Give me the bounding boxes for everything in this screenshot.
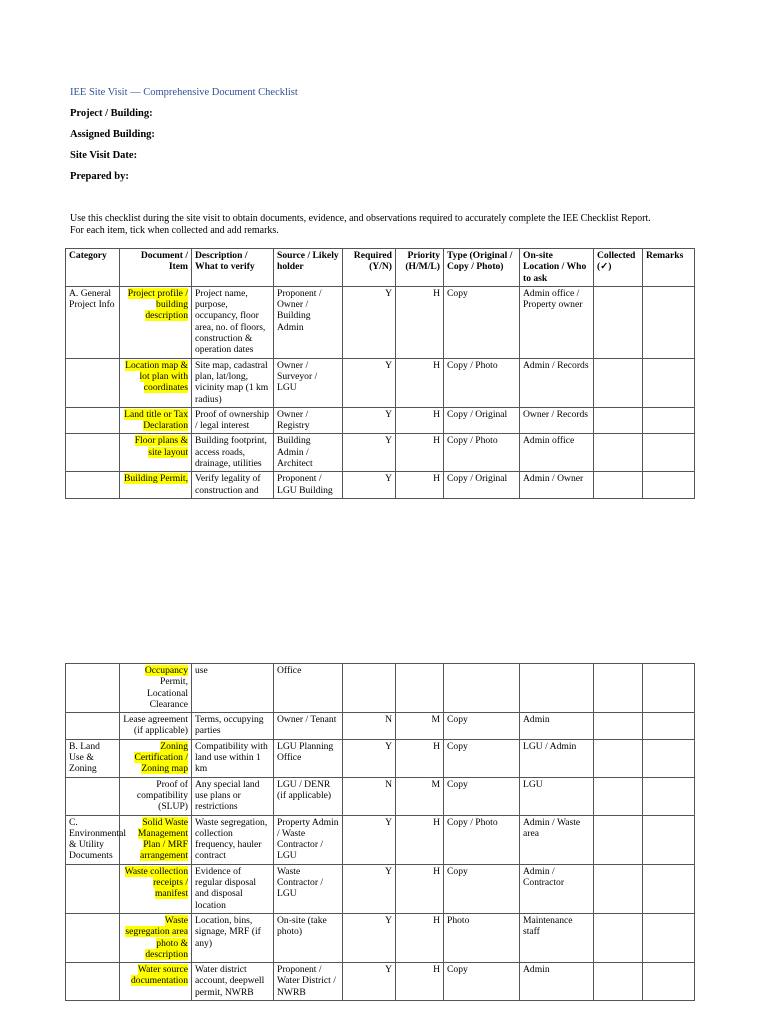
cell-required: N — [343, 713, 396, 740]
cell-category: B. Land Use & Zoning — [66, 739, 120, 777]
cell-remarks — [643, 713, 695, 740]
cell-source: Proponent / Owner / Building Admin — [274, 286, 343, 358]
cell-description: Any special land use plans or restrictions — [192, 777, 274, 815]
table-row — [66, 434, 695, 472]
document-title: IEE Site Visit — Comprehensive Document Checklist — [70, 87, 298, 98]
cell-description: Water district account, deepwell permit, NWRB — [192, 963, 274, 1001]
header-priority: Priority (H/M/L) — [396, 249, 444, 287]
cell-description: Proof of ownership / legal interest — [192, 407, 274, 434]
cell-source: Owner / Surveyor / LGU — [274, 358, 343, 407]
cell-description: Evidence of regular disposal and disposal location — [192, 864, 274, 913]
checklist-table-page2 — [65, 663, 695, 1001]
document-text: Project profile / building description — [127, 287, 188, 322]
cell-location: Admin / Records — [520, 358, 594, 407]
cell-source: LGU / DENR (if applicable) — [274, 777, 343, 815]
field-assigned-building: Assigned Building: — [70, 129, 155, 140]
cell-collected — [594, 713, 643, 740]
cell-priority: H — [396, 815, 444, 864]
cell-remarks — [643, 407, 695, 434]
cell-remarks — [643, 815, 695, 864]
cell-required: Y — [343, 739, 396, 777]
cell-category — [66, 472, 120, 499]
cell-remarks — [643, 358, 695, 407]
cell-remarks — [643, 777, 695, 815]
checklist-table-page1 — [65, 248, 695, 499]
cell-type: Copy / Photo — [444, 434, 520, 472]
cell-required: Y — [343, 913, 396, 962]
cell-location: LGU / Admin — [520, 739, 594, 777]
cell-type: Copy / Original — [444, 472, 520, 499]
table-row — [66, 407, 695, 434]
document-text: Permit, Locational Clearance — [146, 676, 188, 710]
header-description: Description / What to verify — [192, 249, 274, 287]
document-text: Floor plans & site layout — [134, 435, 188, 458]
table-row — [66, 739, 695, 777]
cell-document — [120, 815, 192, 864]
cell-source: Building Admin / Architect — [274, 434, 343, 472]
cell-remarks — [643, 864, 695, 913]
cell-location: Admin — [520, 963, 594, 1001]
cell-type: Copy — [444, 864, 520, 913]
cell-location: Admin office — [520, 434, 594, 472]
cell-location: Maintenance staff — [520, 913, 594, 962]
document-text: Solid Waste Management Plan / MRF arrangement — [137, 816, 188, 862]
cell-type — [444, 664, 520, 713]
cell-category — [66, 913, 120, 962]
document-text: Location map & lot plan with coordinates — [125, 359, 188, 394]
cell-location: Admin office / Property owner — [520, 286, 594, 358]
cell-collected — [594, 777, 643, 815]
cell-required: Y — [343, 864, 396, 913]
cell-document — [120, 963, 192, 1001]
document-text: Water source documentation — [130, 964, 188, 987]
cell-category: C. Environmental & Utility Documents — [66, 815, 120, 864]
cell-source: Office — [274, 664, 343, 713]
cell-priority: H — [396, 963, 444, 1001]
cell-document — [120, 864, 192, 913]
cell-source: Proponent / LGU Building — [274, 472, 343, 499]
cell-location — [520, 664, 594, 713]
table-row — [66, 664, 695, 713]
cell-document — [120, 286, 192, 358]
cell-remarks — [643, 963, 695, 1001]
cell-remarks — [643, 434, 695, 472]
cell-location: Owner / Records — [520, 407, 594, 434]
cell-document — [120, 664, 192, 713]
cell-source: LGU Planning Office — [274, 739, 343, 777]
cell-location: Admin / Contractor — [520, 864, 594, 913]
cell-priority: H — [396, 407, 444, 434]
header-document: Document / Item — [120, 249, 192, 287]
table-row — [66, 963, 695, 1001]
cell-priority: H — [396, 286, 444, 358]
cell-type: Copy / Photo — [444, 358, 520, 407]
cell-document — [120, 358, 192, 407]
table-row — [66, 864, 695, 913]
cell-collected — [594, 864, 643, 913]
cell-remarks — [643, 739, 695, 777]
cell-collected — [594, 358, 643, 407]
cell-collected — [594, 815, 643, 864]
cell-type: Copy / Photo — [444, 815, 520, 864]
cell-category — [66, 777, 120, 815]
cell-document — [120, 713, 192, 740]
cell-type: Copy — [444, 739, 520, 777]
cell-source: On-site (take photo) — [274, 913, 343, 962]
cell-type: Copy — [444, 777, 520, 815]
cell-description: Building footprint, access roads, drainage, utilities — [192, 434, 274, 472]
cell-description: Terms, occupying parties — [192, 713, 274, 740]
table-row — [66, 777, 695, 815]
cell-location: Admin — [520, 713, 594, 740]
cell-priority: H — [396, 358, 444, 407]
document-text: Waste collection receipts / manifest — [124, 865, 188, 900]
cell-required: Y — [343, 963, 396, 1001]
cell-category: A. General Project Info — [66, 286, 120, 358]
document-text: Zoning Certification / Zoning map — [134, 740, 188, 775]
header-type: Type (Original / Copy / Photo) — [444, 249, 520, 287]
cell-remarks — [643, 286, 695, 358]
cell-priority: H — [396, 472, 444, 499]
document-highlight: Occupancy — [144, 665, 188, 676]
document-text: Proof of compatibility (SLUP) — [136, 778, 188, 813]
cell-type: Copy — [444, 963, 520, 1001]
cell-priority: H — [396, 739, 444, 777]
cell-priority — [396, 664, 444, 713]
cell-required: Y — [343, 815, 396, 864]
cell-source: Owner / Tenant — [274, 713, 343, 740]
cell-required: Y — [343, 434, 396, 472]
table-row — [66, 913, 695, 962]
cell-type: Copy — [444, 286, 520, 358]
document-text: Land title or Tax Declaration — [124, 408, 188, 432]
cell-description: Project name, purpose, occupancy, floor area, no. of floors, construction & operation dates — [192, 286, 274, 358]
header-collected: Collected (✓) — [594, 249, 643, 287]
cell-remarks — [643, 913, 695, 962]
table-row — [66, 815, 695, 864]
cell-collected — [594, 407, 643, 434]
cell-description: Location, bins, signage, MRF (if any) — [192, 913, 274, 962]
cell-collected — [594, 434, 643, 472]
cell-document — [120, 777, 192, 815]
cell-description: Verify legality of construction and — [192, 472, 274, 499]
cell-description: Waste segregation, collection frequency, hauler contract — [192, 815, 274, 864]
cell-location: LGU — [520, 777, 594, 815]
header-location: On-site Location / Who to ask — [520, 249, 594, 287]
document-text: Lease agreement (if applicable) — [123, 714, 188, 737]
cell-collected — [594, 913, 643, 962]
header-category: Category — [66, 249, 120, 287]
cell-collected — [594, 963, 643, 1001]
cell-required: Y — [343, 358, 396, 407]
cell-remarks — [643, 664, 695, 713]
cell-required — [343, 664, 396, 713]
cell-collected — [594, 664, 643, 713]
field-prepared-by: Prepared by: — [70, 171, 129, 182]
cell-location: Admin / Owner — [520, 472, 594, 499]
cell-type: Copy — [444, 713, 520, 740]
cell-type: Copy / Original — [444, 407, 520, 434]
cell-source: Proponent / Water District / NWRB — [274, 963, 343, 1001]
cell-category — [66, 434, 120, 472]
cell-source: Waste Contractor / LGU — [274, 864, 343, 913]
document-text: Building Permit, — [124, 473, 188, 485]
table-row — [66, 472, 695, 499]
cell-remarks — [643, 472, 695, 499]
cell-source: Property Admin / Waste Contractor / LGU — [274, 815, 343, 864]
cell-document — [120, 407, 192, 434]
cell-category — [66, 358, 120, 407]
cell-description: use — [192, 664, 274, 713]
cell-category — [66, 713, 120, 740]
cell-priority: H — [396, 434, 444, 472]
cell-description: Compatibility with land use within 1 km — [192, 739, 274, 777]
cell-required: Y — [343, 286, 396, 358]
cell-document — [120, 434, 192, 472]
cell-location: Admin / Waste area — [520, 815, 594, 864]
cell-priority: M — [396, 713, 444, 740]
header-required: Required (Y/N) — [343, 249, 396, 287]
cell-required: N — [343, 777, 396, 815]
cell-collected — [594, 286, 643, 358]
header-source: Source / Likely holder — [274, 249, 343, 287]
cell-collected — [594, 472, 643, 499]
cell-type: Photo — [444, 913, 520, 962]
field-project-building: Project / Building: — [70, 108, 153, 119]
cell-document — [120, 739, 192, 777]
cell-document — [120, 913, 192, 962]
cell-document — [120, 472, 192, 499]
intro-text — [70, 213, 710, 237]
cell-priority: H — [396, 864, 444, 913]
cell-category — [66, 963, 120, 1001]
cell-required: Y — [343, 407, 396, 434]
document-text: Waste segregation area photo & description — [125, 914, 188, 960]
cell-category — [66, 864, 120, 913]
cell-collected — [594, 739, 643, 777]
table-row — [66, 286, 695, 358]
cell-priority: H — [396, 913, 444, 962]
intro-line: Use this checklist during the site visit to obtain documents, evidence, and observations required to accurately complete the IEE Checklist Report. — [70, 213, 651, 224]
intro-line: For each item, tick when collected and add remarks. — [70, 225, 279, 236]
table-row — [66, 358, 695, 407]
cell-category — [66, 407, 120, 434]
table-row — [66, 713, 695, 740]
field-site-visit-date: Site Visit Date: — [70, 150, 138, 161]
header-row — [66, 249, 695, 287]
header-remarks: Remarks — [643, 249, 695, 287]
cell-priority: M — [396, 777, 444, 815]
cell-description: Site map, cadastral plan, lat/long, vicinity map (1 km radius) — [192, 358, 274, 407]
cell-category — [66, 664, 120, 713]
cell-required: Y — [343, 472, 396, 499]
cell-source: Owner / Registry — [274, 407, 343, 434]
